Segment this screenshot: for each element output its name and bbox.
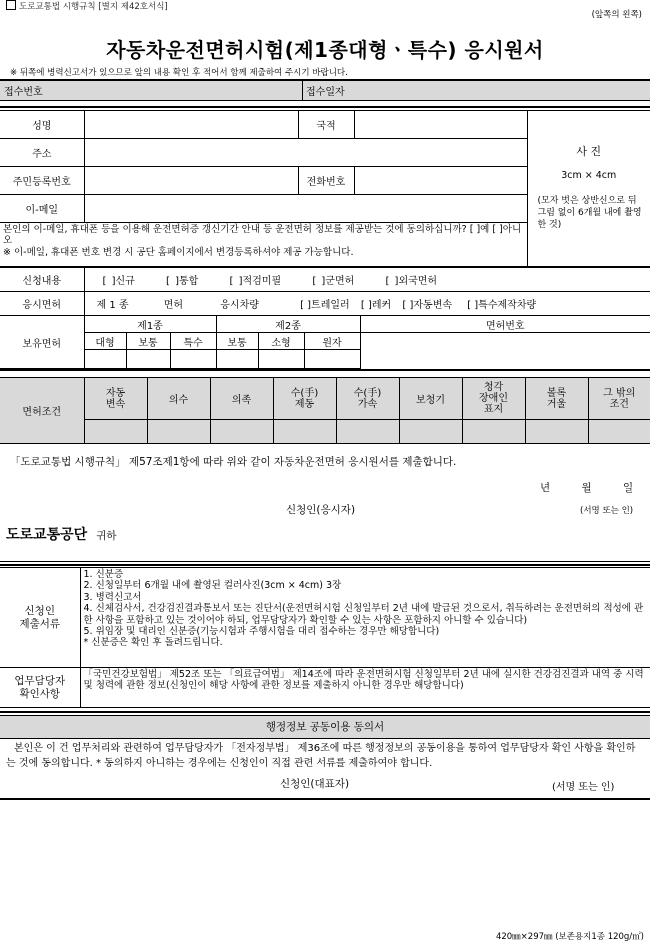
- held-license-number-field[interactable]: [360, 333, 650, 369]
- held-class1: 제1종: [84, 316, 216, 333]
- documents-label: 신청인 제출서류: [0, 568, 80, 668]
- condition-hearing-aid: 보청기: [399, 378, 462, 420]
- option-new[interactable]: [ ]신규: [102, 276, 135, 287]
- condition-cell[interactable]: [525, 420, 588, 444]
- condition-cell[interactable]: [147, 420, 210, 444]
- vehicle-wrecker[interactable]: [ ]레커: [360, 300, 392, 311]
- receipt-number-label: 접수번호: [0, 81, 303, 101]
- officer-check-text: 「국민건강보험법」 제52조 또는 「의료급여법」 제14조에 따라 운전면허시험 신청일부터 2년 내에 실시한 건강검진결과 내역 중 시력 및 청력에 관한 정보(신청인이 해당 사항에 관한 정보를 제출하지 아니한 경우만 해당합니다): [80, 668, 650, 708]
- document-item: * 신분증은 확인 후 돌려드립니다.: [83, 637, 223, 649]
- divider: [0, 798, 650, 800]
- address-label: 주소: [0, 139, 84, 167]
- license-apply-label: 응시면허: [0, 292, 84, 316]
- held-class2-small: 소형: [258, 333, 304, 350]
- vehicle-auto[interactable]: [ ]자동변속: [402, 300, 453, 311]
- square-icon: [6, 0, 16, 10]
- email-consent-question: 본인의 이-메일, 휴대폰 등을 이용해 운전면허증 갱신기간 안내 등 운전면허 정보를 제공받는 것에 동의하십니까? [ ]예 [ ]아니오: [3, 224, 522, 247]
- form-note: ※ 뒤쪽에 병력신고서가 있으므로 앞의 내용 확인 후 적어서 함께 제출하여 주시기 바랍니다.: [10, 68, 348, 78]
- admin-consent-signer: 신청인(대표자): [280, 778, 350, 790]
- page-title: 자동차운전면허시험(제1종대형ㆍ특수) 응시원서: [106, 38, 544, 62]
- held-license-table: [0, 315, 650, 369]
- held-class2-normal: 보통: [216, 333, 258, 350]
- paper-spec: 420㎜×297㎜ (보존용지1종 120g/㎡): [495, 932, 644, 942]
- declaration: 「도로교통법 시행규칙」 제57조제1항에 따라 위와 같이 자동차운전면허 응시원서를 제출합니다.: [10, 456, 457, 468]
- condition-cell[interactable]: [588, 420, 650, 444]
- recipient-suffix: 귀하: [96, 530, 117, 542]
- condition-leg-prosthesis: 의족: [210, 378, 273, 420]
- admin-consent-title: 행정정보 공동이용 동의서: [0, 715, 650, 739]
- held-license-label: 보유면허: [0, 316, 84, 369]
- document-item: 5. 위임장 및 대리인 신분증(기능시험과 주행시험을 대리 접수하는 경우만 해당합니다): [83, 625, 440, 637]
- held-cell[interactable]: [216, 350, 258, 369]
- email-label: 이-메일: [0, 195, 84, 223]
- held-cell[interactable]: [304, 350, 360, 369]
- vehicle-label: 응시차량: [220, 300, 259, 311]
- condition-hand-brake: 수(手) 제동: [273, 378, 336, 420]
- document-item: 3. 병력신고서: [83, 591, 142, 603]
- condition-hand-accel: 수(手) 가속: [336, 378, 399, 420]
- condition-cell[interactable]: [210, 420, 273, 444]
- condition-other: 그 밖의 조건: [588, 378, 650, 420]
- email-consent-note: ※ 이-메일, 휴대폰 번호 변경 시 공단 홈페이지에서 변경등록하셔야 제공 가능합니다.: [3, 246, 354, 258]
- held-cell[interactable]: [258, 350, 304, 369]
- held-class1-large: 대형: [84, 333, 126, 350]
- photo-title: 사 진: [576, 145, 602, 159]
- phone-field[interactable]: [354, 167, 527, 195]
- condition-cell[interactable]: [462, 420, 525, 444]
- condition-cell[interactable]: [84, 420, 147, 444]
- license-type: 면허: [163, 300, 184, 311]
- condition-cell[interactable]: [336, 420, 399, 444]
- phone-label: 전화번호: [298, 167, 354, 195]
- condition-auto: 자동 변속: [84, 378, 147, 420]
- name-label: 성명: [0, 111, 84, 139]
- option-merge[interactable]: [ ]통합: [166, 276, 199, 287]
- resident-number-label: 주민등록번호: [0, 167, 84, 195]
- held-license-number-label: 면허번호: [360, 316, 650, 333]
- nationality-label: 국적: [298, 111, 354, 139]
- application-options: [84, 268, 650, 292]
- divider: [0, 106, 650, 108]
- recipient-name: 도로교통공단: [6, 527, 88, 543]
- application-table: [0, 267, 650, 316]
- date-year: 년: [540, 482, 551, 494]
- date-month: 월: [581, 482, 592, 494]
- form-reference: [6, 0, 168, 12]
- condition-hand-prosthesis: 의수: [147, 378, 210, 420]
- option-military[interactable]: [ ]군면허: [312, 276, 355, 287]
- conditions-table: [0, 377, 650, 444]
- date-day: 일: [623, 482, 634, 494]
- address-field[interactable]: [84, 139, 527, 167]
- divider: [0, 561, 650, 562]
- document-item: 4. 신체검사서, 건강검진결과통보서 또는 진단서(운전면허시험 신청일부터 2년 내에 발급된 것으로서, 취득하려는 운전면허의 적성에 관한 사항을 포함하고 있는 것이어야 하되, 업무담당자가 확인할 수 있는 사항은 포함하지 아니할 수 있습니다): [83, 603, 644, 626]
- divider: [0, 369, 650, 371]
- documents-list: [80, 568, 650, 668]
- option-aptitude[interactable]: [ ]적검미필: [229, 276, 282, 287]
- admin-consent-sign: (서명 또는 인): [552, 782, 615, 793]
- option-foreign[interactable]: [ ]외국면허: [385, 276, 438, 287]
- condition-hearing-sign: 청각 장애인 표지: [462, 378, 525, 420]
- application-label: 신청내용: [0, 268, 84, 292]
- divider: [0, 564, 650, 566]
- held-cell[interactable]: [84, 350, 126, 369]
- date-line: [540, 480, 633, 495]
- license-class: 제 1 종: [96, 300, 129, 311]
- divider: [0, 711, 650, 713]
- name-field[interactable]: [84, 111, 298, 139]
- signer-sign: (서명 또는 인): [580, 506, 634, 516]
- condition-convex-mirror: 볼록 거울: [525, 378, 588, 420]
- email-consent[interactable]: [0, 223, 527, 267]
- held-cell[interactable]: [170, 350, 216, 369]
- recipient: [6, 524, 117, 544]
- vehicle-special[interactable]: [ ]특수제작차량: [467, 300, 537, 311]
- photo-area: [527, 111, 650, 267]
- admin-consent-text: 본인은 이 건 업무처리와 관련하여 업무담당자가 「전자정부법」 제36조에 따른 행정정보의 공동이용을 통하여 업무담당자 확인 사항을 확인하는 것에 동의합니다. * 동의하지 아니하는 경우에는 신청인이 직접 관련 서류를 제출하여야 합니다.: [6, 743, 636, 769]
- photo-size: 3cm × 4cm: [561, 170, 617, 182]
- document-item: 1. 신분증: [83, 569, 124, 580]
- resident-number-field[interactable]: [84, 167, 298, 195]
- document-item: 2. 신청일부터 6개월 내에 촬영된 컬러사진(3cm × 4cm) 3장: [83, 580, 342, 592]
- receipt-date-label: 접수일자: [303, 81, 650, 101]
- signer-label: 신청인(응시자): [286, 504, 356, 516]
- held-cell[interactable]: [126, 350, 170, 369]
- conditions-label: 면허조건: [0, 378, 84, 444]
- held-class2: 제2종: [216, 316, 360, 333]
- held-class2-motorbike: 원자: [304, 333, 360, 350]
- officer-check-label: 업무담당자 확인사항: [0, 668, 80, 708]
- applicant-table: [0, 110, 650, 267]
- condition-cell[interactable]: [273, 420, 336, 444]
- photo-description: (모자 벗은 상반신으로 뒤 그림 없이 6개월 내에 촬영한 것): [537, 196, 642, 231]
- nationality-field[interactable]: [354, 111, 527, 139]
- held-class1-special: 특수: [170, 333, 216, 350]
- documents-table: [0, 567, 650, 708]
- form-reference-text: 도로교통법 시행규칙 [별지 제42호서식]: [19, 2, 168, 12]
- email-field[interactable]: [84, 195, 527, 223]
- condition-cell[interactable]: [399, 420, 462, 444]
- vehicle-trailer[interactable]: [ ]트레일러: [300, 300, 350, 311]
- license-apply-options: [84, 292, 650, 316]
- page-side-label: (앞쪽의 왼쪽): [591, 10, 642, 20]
- held-class1-normal: 보통: [126, 333, 170, 350]
- receipt-table: [0, 80, 650, 101]
